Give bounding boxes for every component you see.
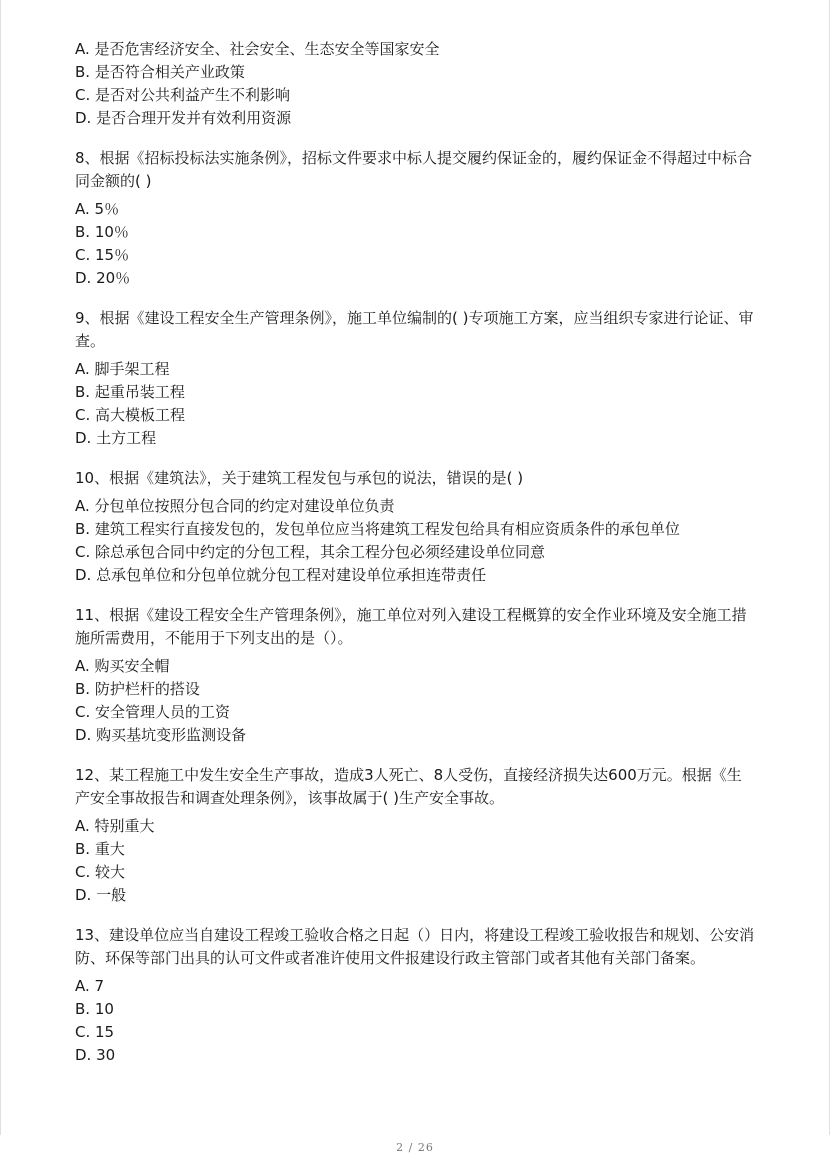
option-a: A. 购买安全帽: [75, 657, 170, 675]
question-13: [75, 924, 755, 1067]
option-d: D. 30: [75, 1046, 116, 1064]
question-stem: 11、根据《建设工程安全生产管理条例》，施工单位对列入建设工程概算的安全作业环境及安全施工措施所需费用，不能用于下列支出的是（）。: [75, 606, 747, 647]
document-body: [75, 38, 755, 1067]
option-b: B. 建筑工程实行直接发包的，发包单位应当将建筑工程发包给具有相应资质条件的承包单位: [75, 520, 680, 538]
question-stem: 8、根据《招标投标法实施条例》，招标文件要求中标人提交履约保证金的，履约保证金不得超过中标合同金额的( ): [75, 149, 753, 190]
question-stem: 13、建设单位应当自建设工程竣工验收合格之日起（）日内，将建设工程竣工验收报告和规划、公安消防、环保等部门出具的认可文件或者准许使用文件报建设行政主管部门或者其他有关部门备案。: [75, 926, 755, 967]
option-b: B. 10: [75, 1000, 114, 1018]
option-b: B. 起重吊装工程: [75, 383, 185, 401]
option-c: C. 15: [75, 1023, 115, 1041]
option-d: D. 是否合理开发并有效利用资源: [75, 109, 292, 127]
question-stem: 12、某工程施工中发生安全生产事故，造成3人死亡、8人受伤，直接经济损失达600万元。根据《生产安全事故报告和调查处理条例》，该事故属于( )生产安全事故。: [75, 766, 742, 807]
option-a: A. 脚手架工程: [75, 360, 170, 378]
option-c: C. 较大: [75, 863, 126, 881]
option-c: C. 除总承包合同中约定的分包工程，其余工程分包必须经建设单位同意: [75, 543, 546, 561]
option-d: D. 购买基坑变形监测设备: [75, 726, 247, 744]
question-12: [75, 764, 755, 907]
option-a: A. 分包单位按照分包合同的约定对建设单位负责: [75, 497, 395, 515]
page-number: 2 / 26: [396, 1141, 434, 1154]
question-stem: 9、根据《建设工程安全生产管理条例》，施工单位编制的( )专项施工方案，应当组织专家进行论证、审查。: [75, 309, 754, 350]
option-c: C. 安全管理人员的工资: [75, 703, 231, 721]
option-d: D. 土方工程: [75, 429, 157, 447]
question-8: [75, 147, 755, 290]
option-b: B. 10％: [75, 223, 129, 241]
question-10: [75, 467, 755, 587]
option-c: C. 是否对公共利益产生不利影响: [75, 86, 291, 104]
option-a: A. 特别重大: [75, 817, 155, 835]
question-stem: 10、根据《建筑法》，关于建筑工程发包与承包的说法，错误的是( ): [75, 469, 524, 487]
option-c: C. 高大模板工程: [75, 406, 186, 424]
page-edge-left: [0, 0, 1, 1135]
option-c: C. 15％: [75, 246, 130, 264]
question-7-tail: [75, 38, 755, 130]
option-a: A. 是否危害经济安全、社会安全、生态安全等国家安全: [75, 40, 440, 58]
option-d: D. 20％: [75, 269, 131, 287]
question-9: [75, 307, 755, 450]
question-11: [75, 604, 755, 747]
option-a: A. 7: [75, 977, 105, 995]
option-d: D. 一般: [75, 886, 127, 904]
option-b: B. 防护栏杆的搭设: [75, 680, 200, 698]
option-b: B. 是否符合相关产业政策: [75, 63, 245, 81]
option-a: A. 5％: [75, 200, 120, 218]
option-b: B. 重大: [75, 840, 125, 858]
option-d: D. 总承包单位和分包单位就分包工程对建设单位承担连带责任: [75, 566, 487, 584]
